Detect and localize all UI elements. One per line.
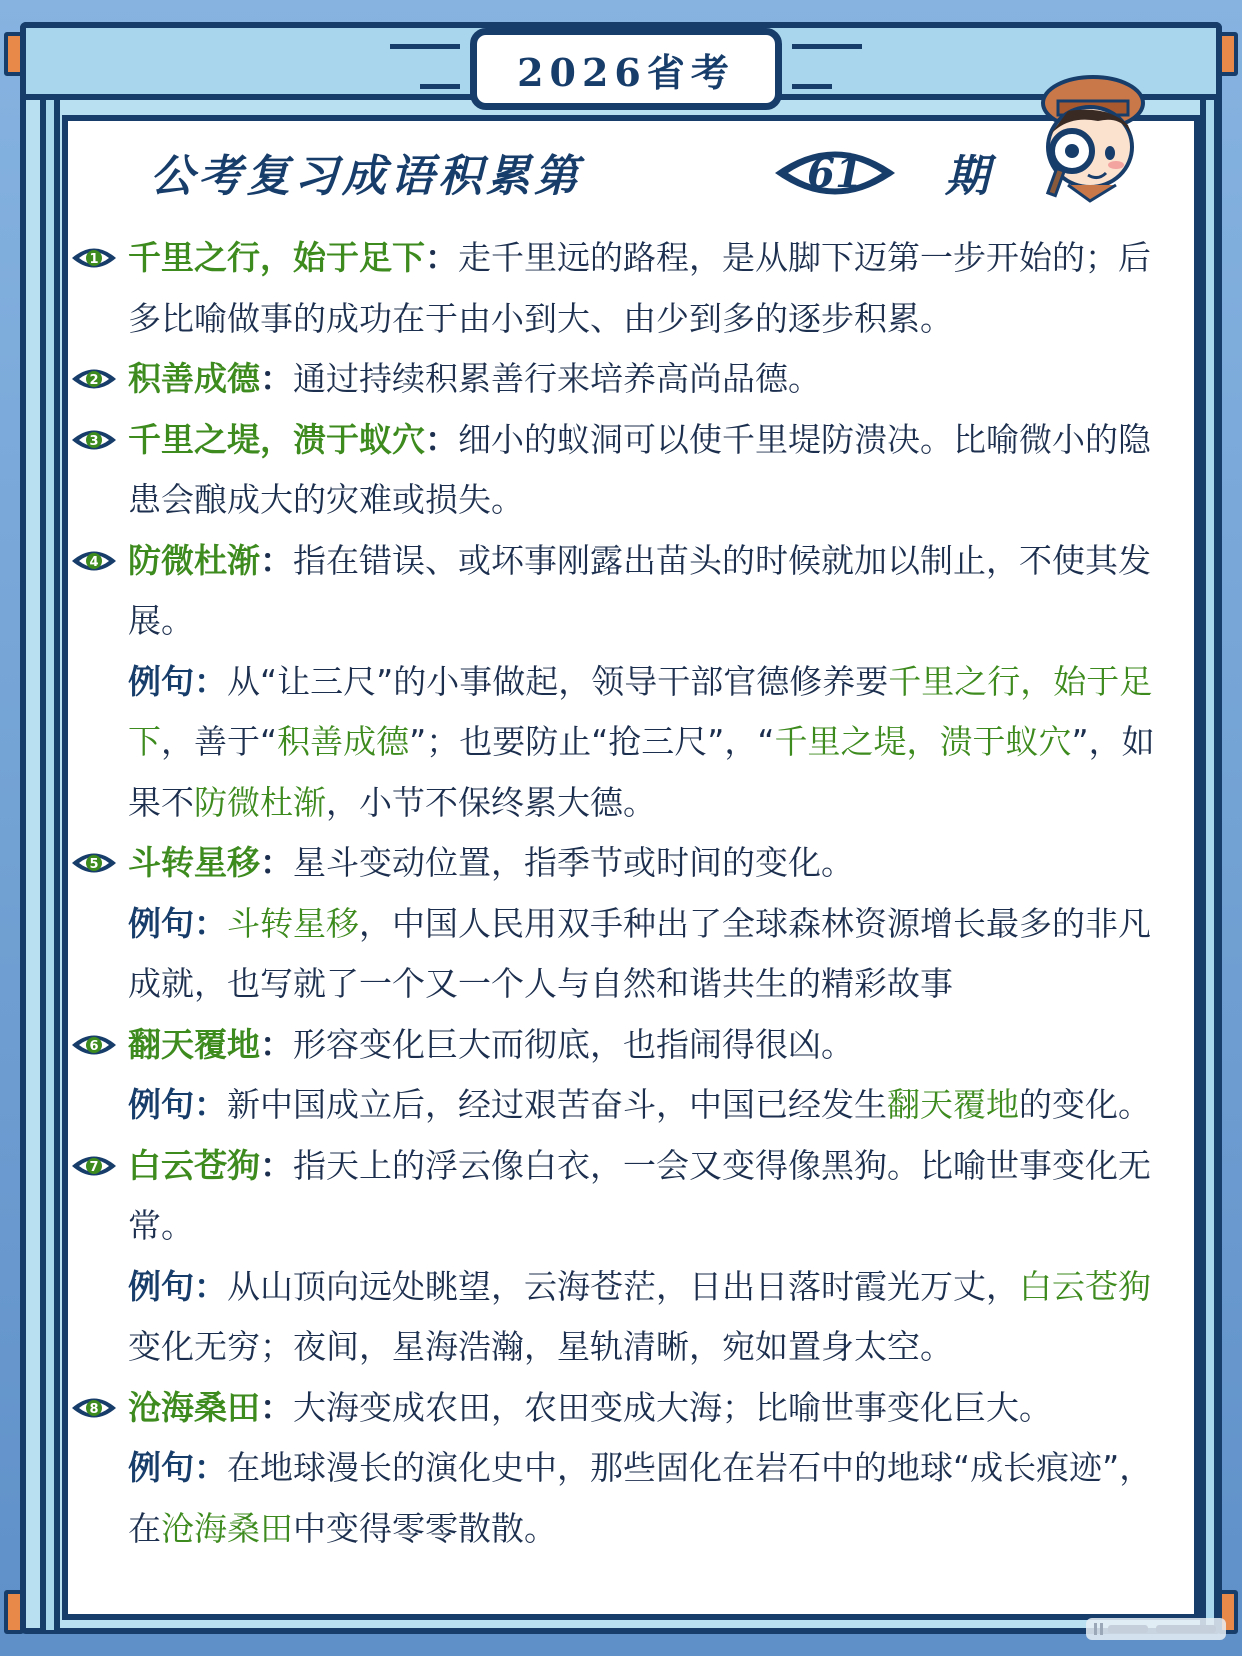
example-text: ”，如果不 bbox=[128, 722, 1155, 822]
svg-text:5: 5 bbox=[89, 857, 99, 872]
idiom-entry bbox=[70, 228, 1180, 349]
term-colon: ： bbox=[260, 1145, 293, 1185]
idiom-entry bbox=[70, 833, 1180, 894]
scroll-tab-bottom-left bbox=[4, 1590, 24, 1634]
scroll-rail-right bbox=[1200, 100, 1220, 1630]
idiom-entry bbox=[70, 1378, 1180, 1439]
watermark-bars-icon bbox=[1086, 1616, 1226, 1642]
idiom-definition: 通过持续积累善行来培养高尚品德。 bbox=[293, 359, 821, 398]
example-sentence bbox=[70, 894, 1180, 1015]
example-text: 白云苍狗 bbox=[1019, 1266, 1151, 1306]
example-text: 新中国成立后，经过艰苦奋斗，中国已经发生 bbox=[227, 1085, 887, 1124]
example-label: 例句： bbox=[128, 903, 227, 943]
example-label: 例句： bbox=[128, 1266, 227, 1306]
idiom-definition: 形容变化巨大而彻底，也指闹得很凶。 bbox=[293, 1024, 854, 1064]
idiom-list bbox=[70, 228, 1180, 1559]
example-text: 积善成德 bbox=[277, 722, 410, 761]
issue-number-emblem bbox=[770, 138, 900, 208]
numbered-eye-icon bbox=[70, 546, 118, 576]
svg-text:4: 4 bbox=[89, 554, 99, 570]
example-text: 中变得零零散散。 bbox=[293, 1508, 557, 1548]
term-colon: ： bbox=[425, 238, 458, 277]
issue-number: 61 bbox=[807, 150, 863, 197]
idiom-term: 白云苍狗 bbox=[128, 1145, 260, 1185]
detective-mascot-icon bbox=[1028, 65, 1158, 205]
numbered-eye-icon bbox=[70, 364, 118, 394]
term-colon: ： bbox=[260, 359, 293, 398]
term-colon: ： bbox=[260, 1387, 293, 1427]
svg-text:6: 6 bbox=[89, 1038, 99, 1054]
numbered-eye-icon bbox=[70, 1151, 118, 1181]
badge-line-left-2 bbox=[420, 84, 460, 89]
idiom-term: 斗转星移 bbox=[128, 843, 260, 882]
idiom-definition: 指在错误、或坏事刚露出苗头的时候就加以制止，不使其发展。 bbox=[128, 540, 1151, 640]
numbered-eye-icon bbox=[70, 848, 118, 878]
idiom-entry bbox=[70, 410, 1180, 531]
year-badge: 2026省考 bbox=[470, 28, 782, 110]
badge-line-right-2 bbox=[792, 84, 832, 89]
example-text: 的变化。 bbox=[1019, 1085, 1151, 1124]
example-text: 千里之行，始于足下 bbox=[128, 661, 1153, 761]
numbered-eye-icon bbox=[70, 243, 118, 273]
svg-text:7: 7 bbox=[89, 1159, 99, 1175]
svg-text:8: 8 bbox=[89, 1401, 99, 1417]
term-colon: ： bbox=[425, 419, 458, 459]
scroll-tab-top-right bbox=[1218, 32, 1238, 76]
svg-text:3: 3 bbox=[89, 433, 99, 449]
idiom-term: 沧海桑田 bbox=[128, 1387, 260, 1427]
example-text: ，中国人民用双手种出了全球森林资源增长最多的非凡成就，也写就了一个又一个人与自然和谐共生的精彩故事 bbox=[128, 903, 1151, 1003]
badge-line-right bbox=[792, 44, 862, 49]
idiom-definition: 细小的蚁洞可以使千里堤防溃决。比喻微小的隐患会酿成大的灾难或损失。 bbox=[128, 419, 1151, 519]
page-title: 公考复习成语积累第 bbox=[150, 151, 582, 202]
idiom-definition: 指天上的浮云像白衣，一会又变得像黑狗。比喻世事变化无常。 bbox=[128, 1145, 1151, 1245]
example-text: 斗转星移 bbox=[227, 903, 359, 943]
term-colon: ： bbox=[260, 1024, 293, 1064]
example-text: ，小节不保终累大德。 bbox=[326, 782, 656, 822]
example-sentence bbox=[70, 1257, 1180, 1378]
example-text: ”；也要防止“抢三尺”，“ bbox=[409, 722, 775, 761]
badge-line-left bbox=[390, 44, 460, 49]
term-colon: ： bbox=[260, 540, 293, 580]
numbered-eye-icon bbox=[70, 425, 118, 455]
example-text: 千里之堤，溃于蚁穴 bbox=[774, 722, 1072, 761]
example-text: 变化无穷；夜间，星海浩瀚，星轨清晰，宛如置身太空。 bbox=[128, 1327, 953, 1366]
idiom-term: 千里之行，始于足下 bbox=[128, 238, 425, 277]
idiom-entry bbox=[70, 1015, 1180, 1076]
idiom-entry bbox=[70, 1136, 1180, 1257]
example-sentence bbox=[70, 1075, 1180, 1136]
idiom-term: 翻天覆地 bbox=[128, 1024, 260, 1064]
idiom-entry bbox=[70, 531, 1180, 652]
example-sentence bbox=[70, 652, 1180, 834]
idiom-definition: 大海变成农田，农田变成大海；比喻世事变化巨大。 bbox=[293, 1387, 1052, 1427]
term-colon: ： bbox=[260, 843, 293, 882]
svg-text:2: 2 bbox=[89, 373, 99, 388]
example-label: 例句： bbox=[128, 661, 227, 701]
idiom-term: 积善成德 bbox=[128, 359, 260, 398]
scroll-rail-left bbox=[40, 100, 60, 1630]
example-sentence bbox=[70, 1438, 1180, 1559]
example-label: 例句： bbox=[128, 1448, 227, 1487]
example-text: 翻天覆地 bbox=[887, 1085, 1019, 1124]
example-text: 在地球漫长的演化史中，那些固化在岩石中的地球“成长痕迹”，在 bbox=[128, 1448, 1153, 1548]
scroll-tab-top-left bbox=[4, 32, 24, 76]
example-text: 沧海桑田 bbox=[161, 1508, 293, 1548]
example-text: 从“让三尺”的小事做起，领导干部官德修养要 bbox=[227, 661, 889, 701]
idiom-term: 千里之堤，溃于蚁穴 bbox=[128, 419, 425, 459]
idiom-entry bbox=[70, 349, 1180, 410]
numbered-eye-icon bbox=[70, 1393, 118, 1423]
example-text: ，善于“ bbox=[161, 722, 278, 761]
example-text: 从山顶向远处眺望，云海苍茫，日出日落时霞光万丈， bbox=[227, 1266, 1019, 1306]
idiom-term: 防微杜渐 bbox=[128, 540, 260, 580]
idiom-definition: 走千里远的路程，是从脚下迈第一步开始的；后多比喻做事的成功在于由小到大、由少到多的逐步积累。 bbox=[128, 238, 1151, 338]
title-suffix: 期 bbox=[945, 151, 989, 202]
example-label: 例句： bbox=[128, 1085, 227, 1124]
numbered-eye-icon bbox=[70, 1030, 118, 1060]
idiom-definition: 星斗变动位置，指季节或时间的变化。 bbox=[293, 843, 854, 882]
svg-text:1: 1 bbox=[89, 252, 99, 267]
example-text: 防微杜渐 bbox=[194, 782, 326, 822]
